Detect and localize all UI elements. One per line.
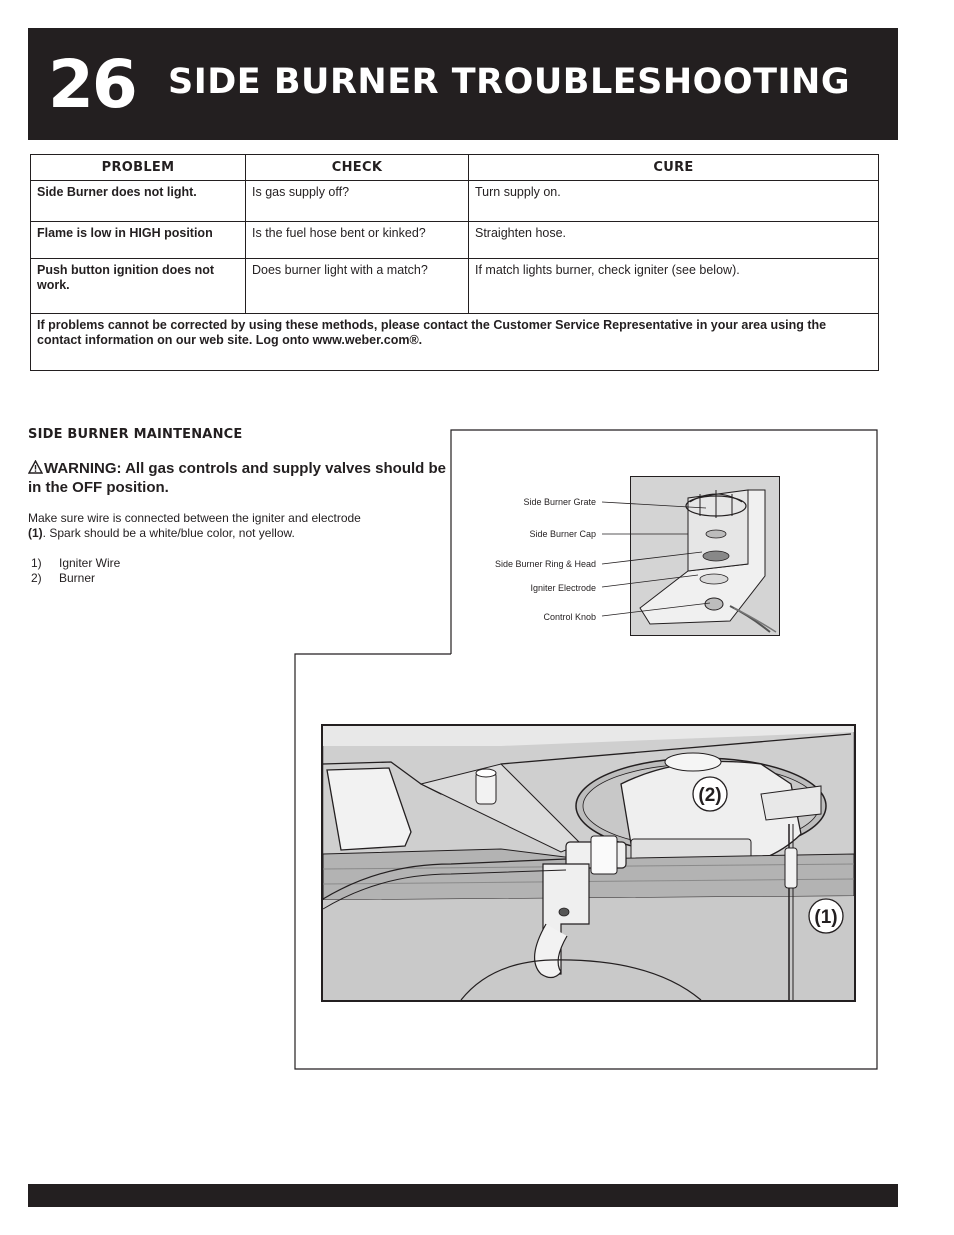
contact-note: If problems cannot be corrected by using these methods, please contact the Customer Service Representative in your area using the contact information on our web site. Log onto www.weber.com®. [31, 314, 879, 371]
callout-control-knob: Control Knob [543, 612, 596, 622]
maintenance-heading: SIDE BURNER MAINTENANCE [28, 427, 243, 442]
list-item-number: 1) [31, 556, 42, 570]
warning-label: WARNING: All gas controls and supply valves should be in the OFF position. [28, 460, 447, 496]
callout-ring-head: Side Burner Ring & Head [494, 559, 596, 569]
burner-closeup-illustration [321, 724, 856, 1002]
cure-cell: Turn supply on. [469, 181, 879, 222]
check-cell: Is the fuel hose bent or kinked? [246, 222, 469, 259]
list-item-label: Igniter Wire [59, 556, 121, 570]
instruction-text-end: . Spark should be a white/blue color, not yellow. [42, 526, 295, 540]
problem-cell: Push button ignition does not work. [31, 259, 246, 314]
cure-cell: If match lights burner, check igniter (see below). [469, 259, 879, 314]
instruction-reference: (1) [28, 526, 43, 540]
column-header-cure: CURE [469, 155, 879, 181]
photo-label-2: (2) [698, 785, 722, 806]
callout-grate: Side Burner Grate [523, 497, 596, 507]
callout-leaders [598, 495, 728, 625]
page-footer [28, 1184, 898, 1207]
photo-label-1: (1) [814, 907, 838, 928]
problem-cell: Side Burner does not light. [31, 181, 246, 222]
column-header-check: CHECK [246, 155, 469, 181]
check-cell: Does burner light with a match? [246, 259, 469, 314]
diagram-callouts [480, 495, 596, 625]
callout-igniter-electrode: Igniter Electrode [530, 583, 596, 593]
problem-cell: Flame is low in HIGH position [31, 222, 246, 259]
instruction-text: Make sure wire is connected between the igniter and electrode [28, 511, 361, 525]
check-cell: Is gas supply off? [246, 181, 469, 222]
cure-cell: Straighten hose. [469, 222, 879, 259]
column-header-problem: PROBLEM [31, 155, 246, 181]
list-item-number: 2) [31, 571, 42, 585]
list-item-label: Burner [59, 571, 96, 585]
page-number: 26 [48, 46, 136, 123]
page-title: SIDE BURNER TROUBLESHOOTING [168, 62, 851, 102]
callout-cap: Side Burner Cap [529, 529, 596, 539]
